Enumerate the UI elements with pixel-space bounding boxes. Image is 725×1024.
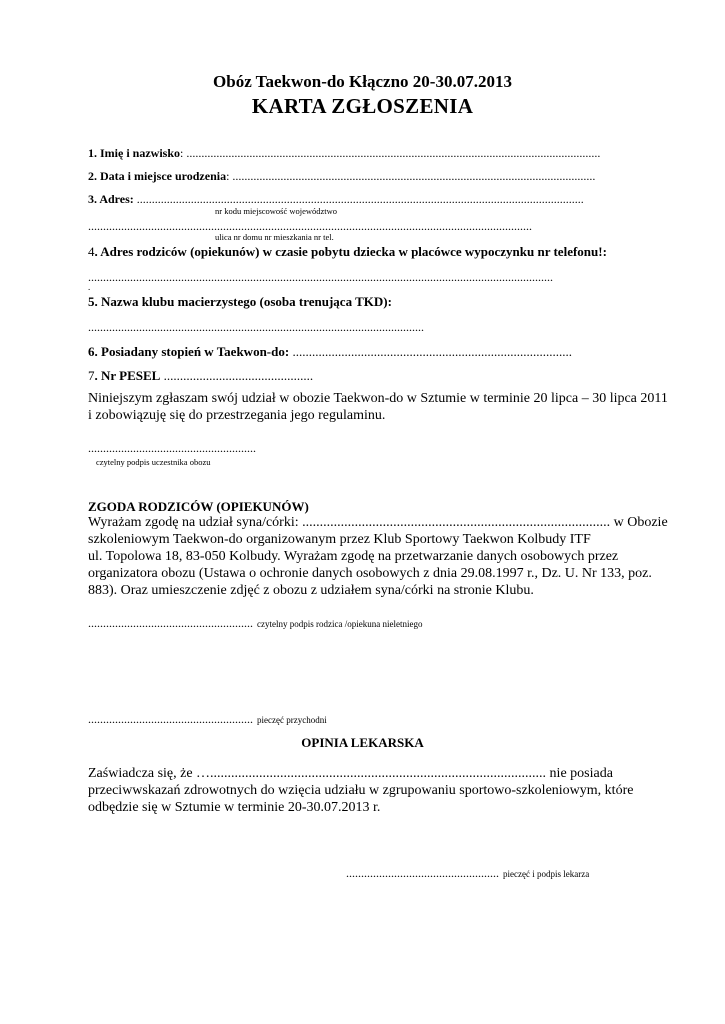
- field-club-line[interactable]: ................................................................................................................: [88, 320, 424, 334]
- field-pesel-row: [88, 368, 313, 384]
- field-parents-number: 4: [88, 244, 95, 259]
- field-name-row: [88, 146, 600, 161]
- consent-line: 883). Oraz umieszczenie zdjęć z obozu z udziałem syna/córki na stronie Klubu.: [88, 583, 534, 598]
- consent-heading: ZGODA RODZICÓW (OPIEKUNÓW): [88, 499, 309, 514]
- form-title: KARTA ZGŁOSZENIA: [251, 94, 474, 118]
- declaration-line: Niniejszym zgłaszam swój udział w obozie Taekwon-do w Sztumie w terminie 20 lipca – 30 lipca 2011: [88, 391, 668, 406]
- consent-line: Wyrażam zgodę na udział syna/córki: ........................................................................................ w Obozie: [88, 515, 668, 530]
- consent-line: organizatora obozu (Ustawa o ochronie danych osobowych z dnia 29.08.1997 r., Dz. U. Nr 133, poz.: [88, 566, 652, 581]
- field-address-line2[interactable]: ....................................................................................................................................................: [88, 219, 532, 233]
- field-pesel-number: 7: [88, 368, 95, 383]
- field-pesel-label: . Nr PESEL: [94, 368, 161, 383]
- field-parents-row: [88, 244, 607, 260]
- medical-paragraph: [88, 765, 633, 816]
- doctor-signature-row: [346, 864, 589, 882]
- field-club-label: 5. Nazwa klubu macierzystego (osoba trenująca TKD):: [88, 294, 392, 309]
- field-address-label: 3. Adres:: [88, 192, 134, 206]
- declaration-paragraph: [88, 390, 668, 424]
- address-hint-postal: nr kodu miejscowość województwo: [215, 206, 338, 216]
- medical-heading: OPINIA LEKARSKA: [301, 735, 424, 750]
- field-name-dots[interactable]: : ..........................................................................................................................................: [180, 146, 601, 160]
- address-hint-street: ulica nr domu nr mieszkania nr tel.: [215, 232, 334, 242]
- participant-signature-hint: czytelny podpis uczestnika obozu: [96, 457, 211, 467]
- field-rank-label: 6. Posiadany stopień w Taekwon-do:: [88, 344, 290, 359]
- parent-signature-hint: czytelny podpis rodzica /opiekuna nieletniego: [257, 619, 423, 629]
- field-rank-row: [88, 344, 572, 360]
- clinic-stamp-dots[interactable]: .......................................................: [88, 712, 253, 726]
- clinic-stamp-hint: pieczęć przychodni: [257, 715, 327, 725]
- participant-signature-dots[interactable]: ........................................................: [88, 441, 256, 455]
- consent-line: ul. Topolowa 18, 83-050 Kolbudy. Wyrażam zgodę na przetwarzanie danych osobowych przez: [88, 549, 619, 564]
- medical-line: przeciwwskazań zdrowotnych do wzięcia udziału w zgrupowaniu sportowo-szkoleniowym, które: [88, 783, 634, 798]
- doctor-signature-hint: pieczęć i podpis lekarza: [503, 869, 590, 879]
- medical-line: odbędzie się w Sztumie w terminie 20-30.07.2013 r.: [88, 800, 381, 815]
- camp-title: Obóz Taekwon-do Kłączno 20-30.07.2013: [213, 72, 512, 91]
- consent-paragraph: [88, 514, 668, 599]
- field-address-row: [88, 192, 584, 207]
- field-rank-dots[interactable]: ......................................................................................: [289, 344, 572, 359]
- field-parents-label: . Adres rodziców (opiekunów) w czasie pobytu dziecka w placówce wypoczynku nr telefonu!:: [94, 244, 607, 259]
- declaration-line: i zobowiązuję się do przestrzegania jego regulaminu.: [88, 408, 386, 423]
- field-birth-row: [88, 169, 595, 184]
- medical-line: Zaświadcza się, że …................................................................................................ nie posiada: [88, 766, 613, 781]
- field-parents-dot: .: [88, 282, 91, 292]
- doctor-signature-dots[interactable]: ...................................................: [346, 866, 499, 880]
- field-birth-dots[interactable]: : .........................................................................................................................: [226, 169, 596, 183]
- field-pesel-dots[interactable]: ..............................................: [160, 368, 314, 383]
- parent-signature-row: [88, 614, 422, 632]
- field-birth-label: 2. Data i miejsce urodzenia: [88, 169, 227, 183]
- consent-line: szkoleniowym Taekwon-do organizowanym przez Klub Sportowy Taekwon Kolbudy ITF: [88, 532, 591, 547]
- parent-signature-dots[interactable]: .......................................................: [88, 616, 253, 630]
- field-name-label: 1. Imię i nazwisko: [88, 146, 181, 160]
- clinic-stamp-row: [88, 710, 327, 728]
- field-address-dots[interactable]: .....................................................................................................................................................: [133, 192, 584, 206]
- field-parents-line[interactable]: ...........................................................................................................................................................: [88, 270, 553, 284]
